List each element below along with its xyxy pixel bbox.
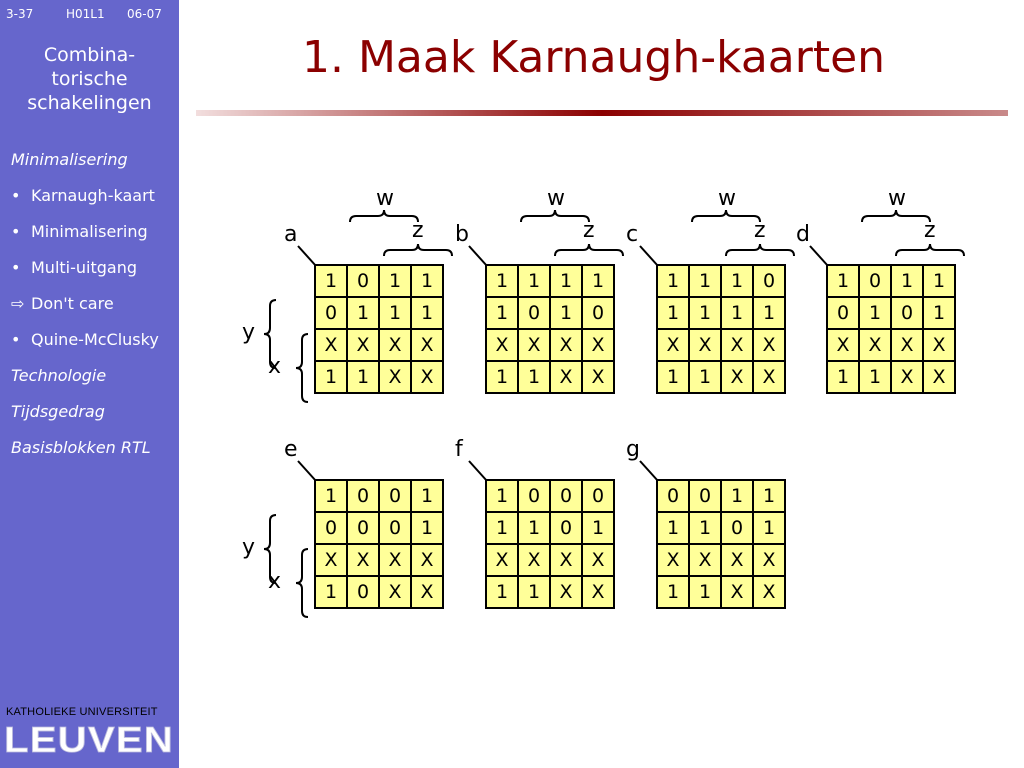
kmap-cell: 1: [379, 265, 411, 297]
kmap-c: [656, 264, 786, 394]
nav-item-label: Technologie: [11, 366, 107, 385]
bullet-icon: •: [11, 258, 21, 277]
slide-title: 1. Maak Karnaugh-kaarten: [302, 32, 886, 83]
kmap-cell: X: [753, 329, 785, 361]
kmap-row: [486, 544, 614, 576]
z-label: z: [754, 218, 766, 243]
nav-item-label: Tijdsgedrag: [11, 402, 105, 421]
kmap-b: [485, 264, 615, 394]
kmap-cell: X: [657, 544, 689, 576]
kmap-cell: 0: [315, 512, 347, 544]
kmap-cell: X: [582, 544, 614, 576]
kmap-cell: 1: [486, 480, 518, 512]
kmap-corner-line: [298, 461, 316, 481]
kmap-name: a: [284, 222, 298, 247]
nav-item-label: Minimalisering: [11, 150, 128, 169]
kmap-cell: 1: [486, 512, 518, 544]
z-label: z: [924, 218, 936, 243]
kmap-cell: X: [721, 361, 753, 393]
kmap-cell: 1: [689, 297, 721, 329]
kmap-row: [657, 329, 785, 361]
kmap-cell: X: [411, 576, 443, 608]
kmap-cell: 1: [923, 297, 955, 329]
kmap-cell: 0: [347, 480, 379, 512]
kmap-row: [657, 361, 785, 393]
course-title-line: schakelingen: [27, 92, 152, 114]
kmap-cell: 1: [411, 480, 443, 512]
kmap-cell: 1: [657, 297, 689, 329]
kmap-cell: 1: [486, 576, 518, 608]
kmap-cell: 1: [753, 480, 785, 512]
nav-item-label: Quine-McClusky: [31, 330, 159, 349]
nav-item-basisblokken-rtl[interactable]: [11, 437, 159, 473]
leuven-logo-text: LEUVEN: [4, 719, 174, 758]
kmap-cell: 1: [721, 480, 753, 512]
nav-item-technologie[interactable]: [11, 365, 159, 401]
kmap-cell: 1: [827, 361, 859, 393]
kmap-cell: 1: [518, 512, 550, 544]
kmap-name: b: [455, 222, 469, 247]
nav-item-karnaugh-kaart[interactable]: [11, 185, 159, 221]
kmap-cell: X: [582, 329, 614, 361]
kmap-cell: X: [923, 361, 955, 393]
sidebar: [0, 0, 179, 768]
kmap-corner-line: [640, 246, 658, 266]
university-name: KATHOLIEKE UNIVERSITEIT: [6, 706, 158, 718]
kmap-cell: 1: [657, 512, 689, 544]
kmap-cell: 1: [689, 576, 721, 608]
bullet-icon: •: [11, 186, 21, 205]
kmap-cell: X: [859, 329, 891, 361]
kmap-cell: X: [315, 329, 347, 361]
kmap-cell: 1: [486, 297, 518, 329]
w-label: w: [718, 186, 736, 211]
kmap-cell: X: [411, 329, 443, 361]
x-brace: [296, 549, 308, 617]
kmap-name: d: [796, 222, 810, 247]
kmap-row: [657, 265, 785, 297]
nav-item-tijdsgedrag[interactable]: [11, 401, 159, 437]
kmap-corner-line: [469, 246, 487, 266]
kmap-cell: 1: [486, 361, 518, 393]
course-title-line: Combina-: [43, 44, 136, 66]
kmap-cell: 0: [315, 297, 347, 329]
kmap-cell: 0: [582, 480, 614, 512]
kmap-cell: 0: [859, 265, 891, 297]
nav-item-label: Minimalisering: [31, 222, 148, 241]
nav-list: [11, 149, 159, 473]
kmap-cell: X: [486, 329, 518, 361]
kmap-cell: 0: [518, 297, 550, 329]
kmap-cell: 1: [582, 512, 614, 544]
nav-item-minimalisering-section[interactable]: [11, 149, 159, 185]
kmap-cell: 1: [315, 361, 347, 393]
kmap-cell: 1: [315, 576, 347, 608]
kmap-row: [827, 265, 955, 297]
nav-item-label: Karnaugh-kaart: [31, 186, 155, 205]
z-label: z: [412, 218, 424, 243]
kmap-cell: 1: [891, 265, 923, 297]
kmap-cell: 1: [486, 265, 518, 297]
nav-item-label: Basisblokken RTL: [11, 438, 151, 457]
z-brace: [726, 244, 794, 256]
kmap-cell: X: [721, 576, 753, 608]
kmap-cell: 1: [689, 265, 721, 297]
kmap-row: [486, 297, 614, 329]
kmap-cell: 1: [411, 512, 443, 544]
y-label: y: [242, 535, 256, 560]
nav-item-label: Don't care: [31, 294, 114, 313]
kmap-cell: 1: [859, 297, 891, 329]
kmap-cell: X: [891, 329, 923, 361]
kmap-cell: 1: [859, 361, 891, 393]
x-brace: [296, 334, 308, 402]
x-label: x: [268, 569, 282, 594]
kmap-cell: 1: [923, 265, 955, 297]
kmap-cell: 0: [379, 480, 411, 512]
bullet-icon: •: [11, 222, 21, 241]
kmap-cell: 0: [753, 265, 785, 297]
kmap-cell: X: [379, 329, 411, 361]
kmap-cell: X: [550, 576, 582, 608]
kmap-name: c: [626, 222, 639, 247]
kmap-row: [315, 512, 443, 544]
kmap-cell: 0: [550, 480, 582, 512]
nav-item-label: Multi-uitgang: [31, 258, 137, 277]
kmap-e: [314, 479, 444, 609]
kmap-row: [827, 361, 955, 393]
kmap-cell: X: [379, 576, 411, 608]
slide-number: 3-37: [6, 7, 34, 21]
kmap-cell: 0: [689, 480, 721, 512]
kmap-cell: X: [582, 361, 614, 393]
kmap-cell: 0: [347, 576, 379, 608]
z-label: z: [583, 218, 595, 243]
kmap-cell: X: [891, 361, 923, 393]
kmap-cell: 0: [721, 512, 753, 544]
z-brace: [896, 244, 964, 256]
w-label: w: [376, 186, 394, 211]
kmap-cell: 1: [347, 297, 379, 329]
kmap-row: [827, 329, 955, 361]
kmap-a: [314, 264, 444, 394]
kmap-cell: 1: [550, 265, 582, 297]
kmap-cell: 1: [347, 361, 379, 393]
x-label: x: [268, 354, 282, 379]
kmap-row: [315, 297, 443, 329]
kmap-cell: 1: [379, 297, 411, 329]
kmap-corner-line: [640, 461, 658, 481]
kmap-name: g: [626, 437, 640, 462]
w-label: w: [547, 186, 565, 211]
kmap-row: [315, 361, 443, 393]
nav-item-dont-care[interactable]: [11, 293, 159, 329]
kmap-cell: X: [689, 329, 721, 361]
kmap-cell: 1: [518, 265, 550, 297]
kmap-cell: X: [753, 544, 785, 576]
kmap-name: e: [284, 437, 298, 462]
y-label: y: [242, 320, 256, 345]
kmap-cell: X: [689, 544, 721, 576]
kmap-cell: 0: [379, 512, 411, 544]
course-title: [0, 43, 179, 115]
kmap-cell: 1: [657, 265, 689, 297]
kmap-corner-line: [810, 246, 828, 266]
kmap-cell: 1: [411, 265, 443, 297]
leuven-logo: [3, 718, 177, 758]
kmap-row: [315, 544, 443, 576]
kmap-cell: 1: [411, 297, 443, 329]
kmap-cell: 1: [753, 297, 785, 329]
kmap-cell: X: [379, 361, 411, 393]
kmap-d: [826, 264, 956, 394]
kmap-row: [657, 297, 785, 329]
kmap-cell: 0: [518, 480, 550, 512]
kmap-row: [315, 480, 443, 512]
bullet-icon: •: [11, 330, 21, 349]
kmap-row: [315, 576, 443, 608]
course-title-line: torische: [51, 68, 128, 90]
kmap-cell: X: [753, 361, 785, 393]
kmap-cell: 1: [315, 265, 347, 297]
kmap-row: [827, 297, 955, 329]
kmap-cell: X: [721, 329, 753, 361]
kmap-row: [657, 544, 785, 576]
kmap-cell: X: [518, 329, 550, 361]
kmap-cell: 0: [827, 297, 859, 329]
kmap-cell: 0: [550, 512, 582, 544]
kmap-row: [657, 512, 785, 544]
kmap-cell: X: [721, 544, 753, 576]
kmap-cell: 1: [518, 576, 550, 608]
course-code: H01L1: [66, 7, 105, 21]
kmap-f: [485, 479, 615, 609]
kmap-cell: 0: [657, 480, 689, 512]
kmap-cell: X: [657, 329, 689, 361]
kmap-cell: X: [411, 544, 443, 576]
w-label: w: [888, 186, 906, 211]
z-brace: [384, 244, 452, 256]
nav-item-minimalisering[interactable]: [11, 221, 159, 257]
kmap-corner-line: [298, 246, 316, 266]
kmap-cell: 1: [315, 480, 347, 512]
kmap-cell: 1: [657, 576, 689, 608]
kmap-cell: 1: [582, 265, 614, 297]
kmap-cell: 1: [657, 361, 689, 393]
kmap-row: [315, 265, 443, 297]
kmap-row: [486, 361, 614, 393]
kmap-cell: X: [550, 544, 582, 576]
kmap-cell: 1: [827, 265, 859, 297]
kmap-row: [486, 265, 614, 297]
z-brace: [555, 244, 623, 256]
kmap-cell: X: [411, 361, 443, 393]
kmap-cell: X: [550, 329, 582, 361]
kmap-cell: X: [379, 544, 411, 576]
arrow-right-icon: ⇨: [11, 294, 25, 313]
kmap-g: [656, 479, 786, 609]
kmap-cell: 1: [753, 512, 785, 544]
kmap-cell: X: [923, 329, 955, 361]
kmap-row: [486, 480, 614, 512]
kmap-cell: 1: [689, 512, 721, 544]
kmap-cell: 1: [518, 361, 550, 393]
kmap-cell: X: [827, 329, 859, 361]
kmap-row: [486, 512, 614, 544]
kmap-row: [657, 480, 785, 512]
kmap-name: f: [455, 437, 463, 462]
kmap-cell: 1: [689, 361, 721, 393]
kmap-cell: 0: [347, 512, 379, 544]
kmap-cell: X: [347, 329, 379, 361]
kmap-cell: 0: [347, 265, 379, 297]
kmap-row: [657, 576, 785, 608]
kmap-cell: 1: [721, 297, 753, 329]
title-underline: [196, 110, 1008, 118]
kmap-row: [486, 576, 614, 608]
kmap-cell: X: [753, 576, 785, 608]
kmap-cell: X: [315, 544, 347, 576]
kmap-cell: 0: [582, 297, 614, 329]
course-year: 06-07: [127, 7, 162, 21]
kmap-cell: X: [550, 361, 582, 393]
kmap-cell: 1: [721, 265, 753, 297]
kmap-row: [315, 329, 443, 361]
kmap-cell: X: [486, 544, 518, 576]
kmap-cell: X: [347, 544, 379, 576]
nav-item-multi-uitgang[interactable]: [11, 257, 159, 293]
kmap-corner-line: [469, 461, 487, 481]
kmap-cell: 0: [891, 297, 923, 329]
kmap-row: [486, 329, 614, 361]
nav-item-quine-mcclusky[interactable]: [11, 329, 159, 365]
kmap-cell: X: [582, 576, 614, 608]
kmap-cell: 1: [550, 297, 582, 329]
kmap-cell: X: [518, 544, 550, 576]
